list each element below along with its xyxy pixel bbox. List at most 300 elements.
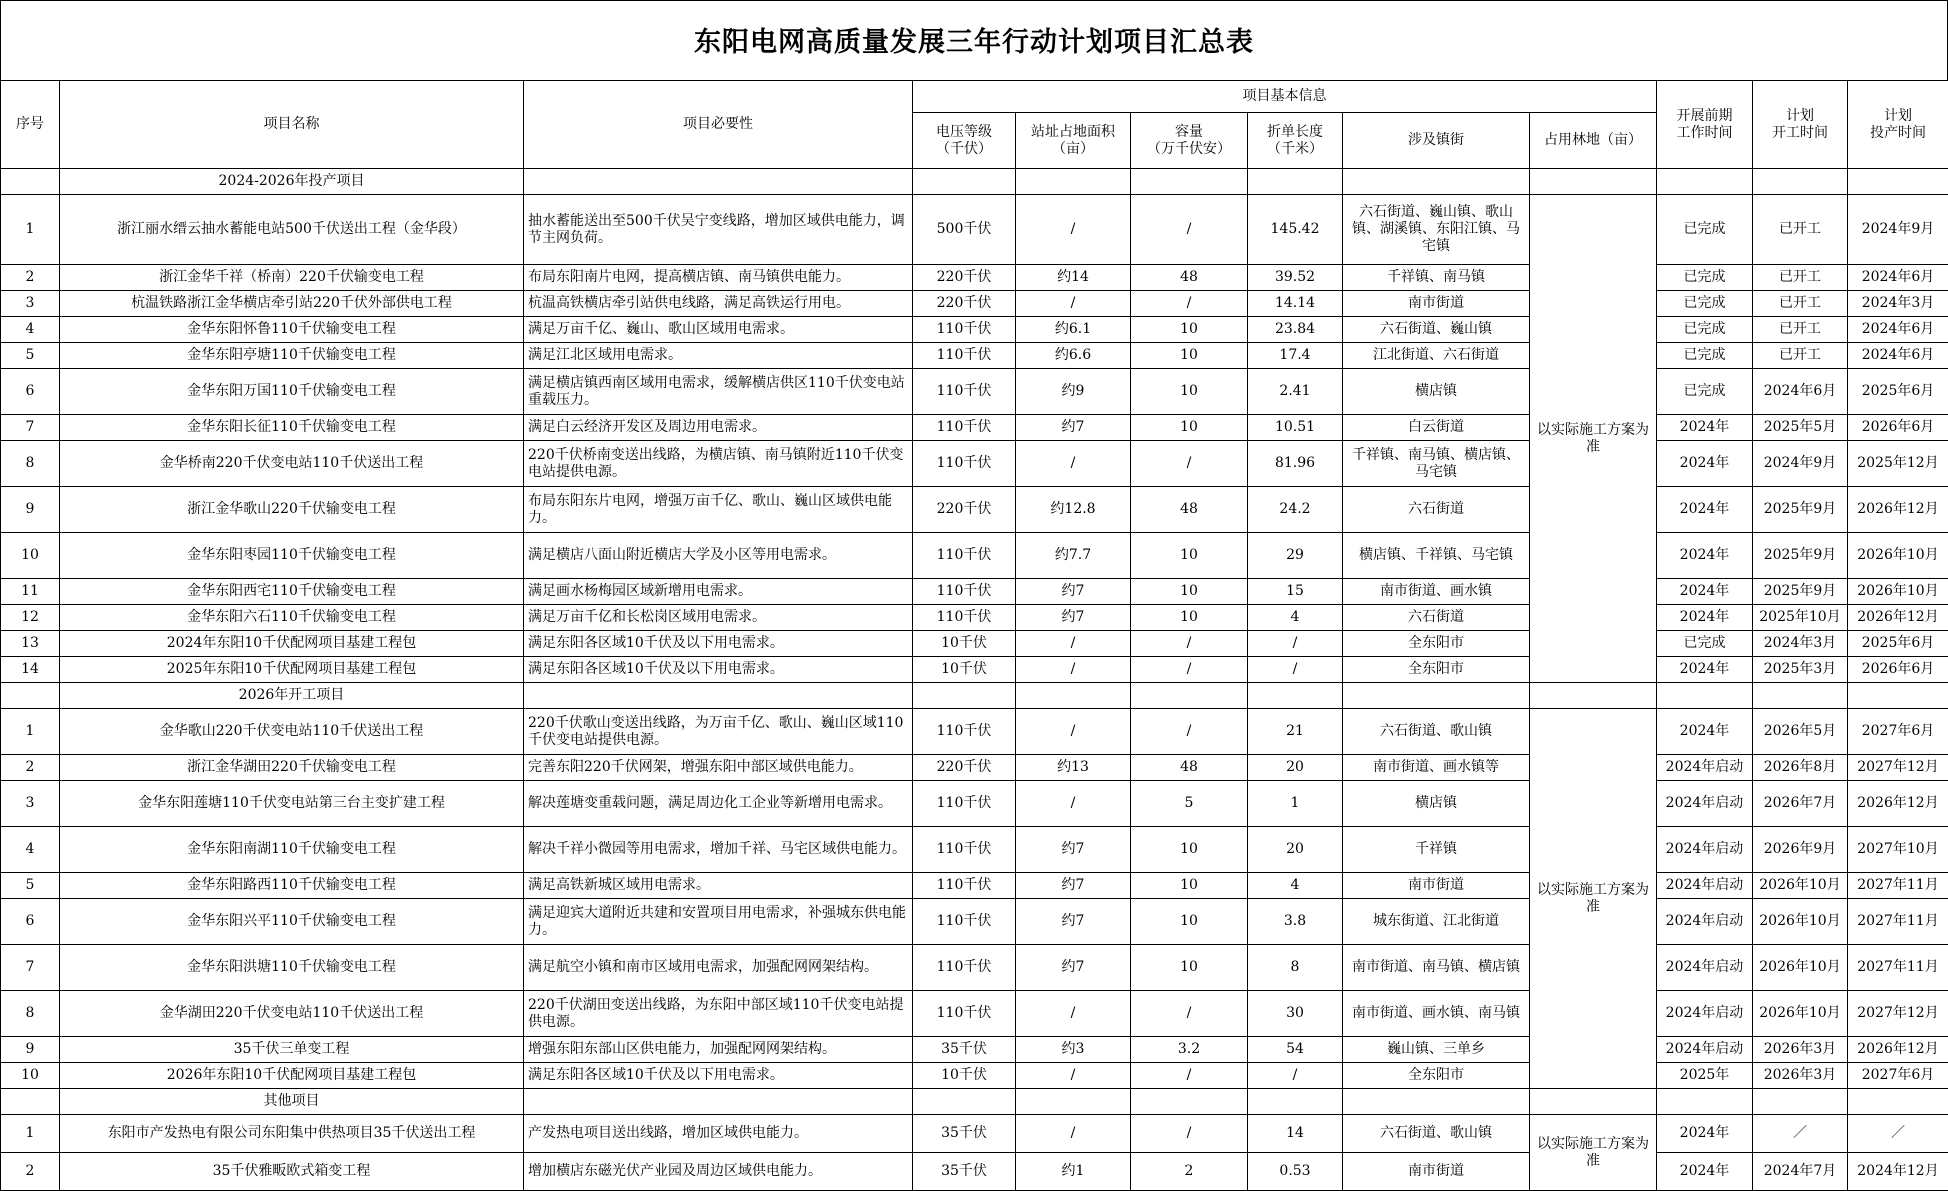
row-necessity: 解决莲塘变重载问题，满足周边化工企业等新增用电需求。 [524,781,913,827]
row-necessity: 解决千祥小微园等用电需求，增加千祥、马宅区域供电能力。 [524,827,913,873]
row-voltage: 110千伏 [913,991,1016,1037]
row-voltage: 110千伏 [913,369,1016,415]
empty-cell [1657,169,1753,195]
row-length: 14.14 [1248,291,1343,317]
row-plan-start: 2026年10月 [1753,873,1848,899]
row-voltage: 10千伏 [913,657,1016,683]
row-site-area: / [1016,441,1131,487]
row-towns: 全东阳市 [1343,657,1530,683]
row-project-name: 2026年东阳10千伏配网项目基建工程包 [60,1063,524,1089]
section-label-row [1,683,1948,709]
row-site-area: 约7.7 [1016,533,1131,579]
row-project-name: 金华歌山220千伏变电站110千伏送出工程 [60,709,524,755]
row-plan-production: 2024年6月 [1848,265,1948,291]
empty-cell [1248,1089,1343,1115]
row-length: 3.8 [1248,899,1343,945]
empty-cell [1343,169,1530,195]
row-capacity: 5 [1131,781,1248,827]
row-capacity: 10 [1131,945,1248,991]
row-capacity: / [1131,1063,1248,1089]
row-prep-time: 2025年 [1657,1063,1753,1089]
table-row [1,343,1948,369]
row-project-name: 浙江金华湖田220千伏输变电工程 [60,755,524,781]
row-site-area: / [1016,631,1131,657]
row-project-name: 金华东阳六石110千伏输变电工程 [60,605,524,631]
row-plan-start: 2025年9月 [1753,487,1848,533]
row-plan-start: 2026年3月 [1753,1063,1848,1089]
empty-cell [1016,683,1131,709]
row-plan-start: 2025年3月 [1753,657,1848,683]
row-project-name: 金华东阳枣园110千伏输变电工程 [60,533,524,579]
table-row [1,317,1948,343]
row-necessity: 满足航空小镇和南市区域用电需求，加强配网网架结构。 [524,945,913,991]
table-row [1,441,1948,487]
row-voltage: 10千伏 [913,631,1016,657]
row-towns: 巍山镇、三单乡 [1343,1037,1530,1063]
row-voltage: 110千伏 [913,945,1016,991]
row-towns: 白云街道 [1343,415,1530,441]
row-capacity: / [1131,195,1248,265]
row-necessity: 220千伏湖田变送出线路，为东阳中部区域110千伏变电站提供电源。 [524,991,913,1037]
row-towns: 六石街道、巍山镇 [1343,317,1530,343]
row-necessity: 满足东阳各区域10千伏及以下用电需求。 [524,1063,913,1089]
row-voltage: 110千伏 [913,781,1016,827]
row-capacity: 10 [1131,317,1248,343]
empty-cell [1848,169,1948,195]
row-plan-start: 已开工 [1753,265,1848,291]
row-length: 15 [1248,579,1343,605]
row-voltage: 220千伏 [913,265,1016,291]
row-length: 14 [1248,1115,1343,1153]
row-necessity: 满足迎宾大道附近共建和安置项目用电需求，补强城东供电能力。 [524,899,913,945]
row-site-area: 约7 [1016,899,1131,945]
empty-cell [524,169,913,195]
row-length: 1 [1248,781,1343,827]
row-capacity: 10 [1131,899,1248,945]
table-row [1,827,1948,873]
table-row [1,605,1948,631]
row-capacity: 3.2 [1131,1037,1248,1063]
section-label-row [1,169,1948,195]
empty-cell [1131,683,1248,709]
empty-cell [1753,683,1848,709]
empty-cell [1343,1089,1530,1115]
row-necessity: 增加横店东磁光伏产业园及周边区域供电能力。 [524,1153,913,1191]
empty-cell [1530,1089,1657,1115]
table-row [1,755,1948,781]
row-seq: 2 [1,755,60,781]
row-prep-time: 2024年 [1657,605,1753,631]
row-project-name: 金华东阳怀鲁110千伏输变电工程 [60,317,524,343]
row-length: 2.41 [1248,369,1343,415]
empty-cell [1016,1089,1131,1115]
empty-cell [1131,1089,1248,1115]
row-voltage: 110千伏 [913,827,1016,873]
row-site-area: / [1016,781,1131,827]
row-site-area: 约7 [1016,873,1131,899]
row-seq: 1 [1,709,60,755]
row-project-name: 东阳市产发热电有限公司东阳集中供热项目35千伏送出工程 [60,1115,524,1153]
row-capacity: 48 [1131,265,1248,291]
row-plan-production: 2026年10月 [1848,533,1948,579]
row-project-name: 浙江金华千祥（桥南）220千伏输变电工程 [60,265,524,291]
table-row [1,579,1948,605]
row-site-area: 约9 [1016,369,1131,415]
row-towns: 南市街道 [1343,291,1530,317]
row-seq: 8 [1,991,60,1037]
empty-cell [1,169,60,195]
table-row [1,1153,1948,1191]
row-voltage: 110千伏 [913,415,1016,441]
row-capacity: 10 [1131,605,1248,631]
row-towns: 南市街道、画水镇等 [1343,755,1530,781]
row-project-name: 金华东阳亭塘110千伏输变电工程 [60,343,524,369]
row-voltage: 110千伏 [913,343,1016,369]
row-length: 30 [1248,991,1343,1037]
row-prep-time: 已完成 [1657,369,1753,415]
header-towns: 涉及镇街 [1343,113,1530,169]
empty-cell [1343,683,1530,709]
row-prep-time: 已完成 [1657,291,1753,317]
table-row [1,945,1948,991]
row-plan-start: 2024年7月 [1753,1153,1848,1191]
row-seq: 2 [1,1153,60,1191]
row-site-area: 约7 [1016,605,1131,631]
row-capacity: / [1131,631,1248,657]
header-seq: 序号 [1,81,60,169]
row-site-area: 约13 [1016,755,1131,781]
empty-cell [1016,169,1131,195]
row-seq: 1 [1,1115,60,1153]
empty-cell [913,1089,1016,1115]
table-row [1,195,1948,265]
row-site-area: / [1016,1063,1131,1089]
row-project-name: 浙江金华歌山220千伏输变电工程 [60,487,524,533]
row-voltage: 220千伏 [913,487,1016,533]
row-voltage: 110千伏 [913,709,1016,755]
empty-cell [1657,1089,1753,1115]
row-necessity: 满足东阳各区域10千伏及以下用电需求。 [524,657,913,683]
row-prep-time: 2024年启动 [1657,945,1753,991]
row-seq: 8 [1,441,60,487]
row-plan-production: 2027年11月 [1848,873,1948,899]
row-prep-time: 2024年启动 [1657,827,1753,873]
row-plan-start: 2024年6月 [1753,369,1848,415]
row-seq: 11 [1,579,60,605]
row-voltage: 110千伏 [913,899,1016,945]
empty-cell [1848,683,1948,709]
row-plan-production: 2024年6月 [1848,317,1948,343]
row-project-name: 金华东阳兴平110千伏输变电工程 [60,899,524,945]
row-project-name: 2025年东阳10千伏配网项目基建工程包 [60,657,524,683]
row-forest-note: 以实际施工方案为准 [1530,195,1657,683]
header-necessity: 项目必要性 [524,81,913,169]
page-title: 东阳电网高质量发展三年行动计划项目汇总表 [0,0,1948,80]
row-site-area: / [1016,709,1131,755]
row-necessity: 布局东阳东片电网，增强万亩千亿、歌山、巍山区域供电能力。 [524,487,913,533]
row-necessity: 满足东阳各区域10千伏及以下用电需求。 [524,631,913,657]
row-prep-time: 2024年启动 [1657,991,1753,1037]
row-plan-start: 已开工 [1753,195,1848,265]
row-necessity: 完善东阳220千伏网架，增强东阳中部区域供电能力。 [524,755,913,781]
row-plan-production: 2024年12月 [1848,1153,1948,1191]
row-site-area: 约6.6 [1016,343,1131,369]
empty-cell [1753,169,1848,195]
row-prep-time: 2024年 [1657,709,1753,755]
row-voltage: 110千伏 [913,441,1016,487]
row-site-area: 约1 [1016,1153,1131,1191]
row-towns: 六石街道、歌山镇 [1343,709,1530,755]
row-necessity: 满足白云经济开发区及周边用电需求。 [524,415,913,441]
empty-cell [1848,1089,1948,1115]
row-site-area: / [1016,195,1131,265]
row-towns: 千祥镇、南马镇、横店镇、马宅镇 [1343,441,1530,487]
row-plan-production: 2025年12月 [1848,441,1948,487]
row-length: 4 [1248,873,1343,899]
row-project-name: 金华东阳莲塘110千伏变电站第三台主变扩建工程 [60,781,524,827]
row-capacity: 10 [1131,415,1248,441]
table-row [1,873,1948,899]
row-site-area: 约7 [1016,415,1131,441]
row-capacity: 10 [1131,579,1248,605]
row-plan-production: 2027年6月 [1848,1063,1948,1089]
table-row [1,1037,1948,1063]
row-voltage: 35千伏 [913,1153,1016,1191]
row-prep-time: 2024年 [1657,441,1753,487]
row-plan-start: 已开工 [1753,317,1848,343]
row-plan-production: 2026年12月 [1848,605,1948,631]
row-project-name: 35千伏三单变工程 [60,1037,524,1063]
row-necessity: 布局东阳南片电网，提高横店镇、南马镇供电能力。 [524,265,913,291]
table-row [1,781,1948,827]
row-necessity: 220千伏桥南变送出线路，为横店镇、南马镇附近110千伏变电站提供电源。 [524,441,913,487]
row-prep-time: 2024年启动 [1657,873,1753,899]
row-seq: 4 [1,827,60,873]
row-plan-start: 2026年9月 [1753,827,1848,873]
empty-cell [1,683,60,709]
row-necessity: 杭温高铁横店牵引站供电线路，满足高铁运行用电。 [524,291,913,317]
empty-cell [1248,169,1343,195]
row-seq: 10 [1,533,60,579]
row-site-area: 约7 [1016,827,1131,873]
row-prep-time: 2024年 [1657,415,1753,441]
row-seq: 2 [1,265,60,291]
row-project-name: 金华东阳路西110千伏输变电工程 [60,873,524,899]
row-prep-time: 2024年 [1657,579,1753,605]
row-necessity: 产发热电项目送出线路，增加区域供电能力。 [524,1115,913,1153]
row-plan-production: 2024年9月 [1848,195,1948,265]
row-plan-start: 2025年10月 [1753,605,1848,631]
row-prep-time: 已完成 [1657,195,1753,265]
row-towns: 南市街道、南马镇、横店镇 [1343,945,1530,991]
row-prep-time: 2024年启动 [1657,1037,1753,1063]
row-site-area: 约12.8 [1016,487,1131,533]
row-voltage: 220千伏 [913,755,1016,781]
row-seq: 5 [1,343,60,369]
row-plan-start: 2025年9月 [1753,533,1848,579]
row-voltage: 35千伏 [913,1115,1016,1153]
row-length: 29 [1248,533,1343,579]
row-plan-production: 2027年6月 [1848,709,1948,755]
header-basic-info: 项目基本信息 [913,81,1657,113]
table-row [1,415,1948,441]
table-body [1,169,1948,1191]
row-length: 10.51 [1248,415,1343,441]
row-seq: 7 [1,415,60,441]
row-plan-start: 2026年10月 [1753,945,1848,991]
row-project-name: 金华桥南220千伏变电站110千伏送出工程 [60,441,524,487]
row-plan-production: 2027年11月 [1848,945,1948,991]
row-plan-start: ／ [1753,1115,1848,1153]
table-row [1,657,1948,683]
row-capacity: / [1131,991,1248,1037]
section-label: 其他项目 [60,1089,524,1115]
row-plan-production: 2027年12月 [1848,755,1948,781]
row-capacity: 48 [1131,487,1248,533]
row-project-name: 浙江丽水缙云抽水蓄能电站500千伏送出工程（金华段） [60,195,524,265]
row-necessity: 满足画水杨梅园区域新增用电需求。 [524,579,913,605]
row-towns: 全东阳市 [1343,631,1530,657]
row-project-name: 金华东阳洪塘110千伏输变电工程 [60,945,524,991]
row-plan-production: 2025年6月 [1848,369,1948,415]
row-forest-note: 以实际施工方案为准 [1530,709,1657,1089]
row-plan-production: 2026年12月 [1848,1037,1948,1063]
row-necessity: 满足万亩千亿和长松岗区域用电需求。 [524,605,913,631]
empty-cell [1131,169,1248,195]
table-row [1,709,1948,755]
table-row [1,369,1948,415]
table-row [1,631,1948,657]
row-seq: 1 [1,195,60,265]
row-project-name: 金华东阳长征110千伏输变电工程 [60,415,524,441]
row-prep-time: 已完成 [1657,265,1753,291]
row-capacity: / [1131,441,1248,487]
row-plan-start: 2024年3月 [1753,631,1848,657]
row-prep-time: 已完成 [1657,343,1753,369]
row-voltage: 110千伏 [913,605,1016,631]
row-site-area: / [1016,657,1131,683]
row-capacity: / [1131,291,1248,317]
row-capacity: 10 [1131,533,1248,579]
section-label: 2024-2026年投产项目 [60,169,524,195]
row-length: 20 [1248,827,1343,873]
row-prep-time: 2024年 [1657,533,1753,579]
row-seq: 5 [1,873,60,899]
row-site-area: / [1016,991,1131,1037]
row-necessity: 满足江北区域用电需求。 [524,343,913,369]
row-voltage: 110千伏 [913,873,1016,899]
row-capacity: 10 [1131,369,1248,415]
row-necessity: 抽水蓄能送出至500千伏吴宁变线路，增加区域供电能力，调节主网负荷。 [524,195,913,265]
row-towns: 横店镇 [1343,369,1530,415]
row-length: 21 [1248,709,1343,755]
row-voltage: 500千伏 [913,195,1016,265]
row-towns: 城东街道、江北街道 [1343,899,1530,945]
row-plan-production: 2026年12月 [1848,781,1948,827]
header-name: 项目名称 [60,81,524,169]
row-project-name: 金华湖田220千伏变电站110千伏送出工程 [60,991,524,1037]
row-towns: 六石街道 [1343,487,1530,533]
row-length: 24.2 [1248,487,1343,533]
row-prep-time: 已完成 [1657,317,1753,343]
row-capacity: 2 [1131,1153,1248,1191]
row-plan-start: 2026年8月 [1753,755,1848,781]
row-project-name: 2024年东阳10千伏配网项目基建工程包 [60,631,524,657]
row-seq: 4 [1,317,60,343]
empty-cell [913,683,1016,709]
row-length: 0.53 [1248,1153,1343,1191]
row-towns: 六石街道、歌山镇 [1343,1115,1530,1153]
row-length: 23.84 [1248,317,1343,343]
row-length: 17.4 [1248,343,1343,369]
empty-cell [524,683,913,709]
row-project-name: 金华东阳西宅110千伏输变电工程 [60,579,524,605]
row-project-name: 金华东阳万国110千伏输变电工程 [60,369,524,415]
empty-cell [1,1089,60,1115]
row-length: 8 [1248,945,1343,991]
row-towns: 南市街道、画水镇、南马镇 [1343,991,1530,1037]
table-row [1,487,1948,533]
row-length: / [1248,657,1343,683]
row-towns: 全东阳市 [1343,1063,1530,1089]
row-prep-time: 2024年 [1657,657,1753,683]
row-plan-start: 2026年3月 [1753,1037,1848,1063]
row-prep-time: 2024年 [1657,1153,1753,1191]
row-necessity: 满足横店八面山附近横店大学及小区等用电需求。 [524,533,913,579]
row-plan-start: 2026年10月 [1753,899,1848,945]
row-plan-production: 2024年3月 [1848,291,1948,317]
row-towns: 千祥镇 [1343,827,1530,873]
table-row [1,265,1948,291]
header-site-area: 站址占地面积 （亩） [1016,113,1131,169]
row-site-area: 约14 [1016,265,1131,291]
row-plan-production: 2026年12月 [1848,487,1948,533]
row-prep-time: 2024年 [1657,1115,1753,1153]
table-row [1,533,1948,579]
row-length: / [1248,631,1343,657]
table-row [1,991,1948,1037]
row-seq: 7 [1,945,60,991]
row-project-name: 杭温铁路浙江金华横店牵引站220千伏外部供电工程 [60,291,524,317]
row-plan-production: 2024年6月 [1848,343,1948,369]
row-length: 54 [1248,1037,1343,1063]
row-plan-start: 2025年9月 [1753,579,1848,605]
row-towns: 横店镇、千祥镇、马宅镇 [1343,533,1530,579]
row-necessity: 满足高铁新城区域用电需求。 [524,873,913,899]
row-plan-start: 已开工 [1753,291,1848,317]
row-towns: 江北街道、六石街道 [1343,343,1530,369]
table-row [1,1063,1948,1089]
row-plan-production: 2026年10月 [1848,579,1948,605]
table-row [1,899,1948,945]
row-plan-production: 2025年6月 [1848,631,1948,657]
row-towns: 南市街道、画水镇 [1343,579,1530,605]
row-length: / [1248,1063,1343,1089]
row-site-area: 约7 [1016,579,1131,605]
row-length: 4 [1248,605,1343,631]
row-seq: 3 [1,781,60,827]
row-site-area: / [1016,1115,1131,1153]
row-seq: 9 [1,487,60,533]
empty-cell [913,169,1016,195]
row-capacity: 10 [1131,827,1248,873]
row-plan-start: 2026年7月 [1753,781,1848,827]
row-necessity: 220千伏歌山变送出线路，为万亩千亿、歌山、巍山区域110千伏变电站提供电源。 [524,709,913,755]
row-plan-start: 2025年5月 [1753,415,1848,441]
row-seq: 6 [1,369,60,415]
row-prep-time: 2024年 [1657,487,1753,533]
row-plan-production: ／ [1848,1115,1948,1153]
